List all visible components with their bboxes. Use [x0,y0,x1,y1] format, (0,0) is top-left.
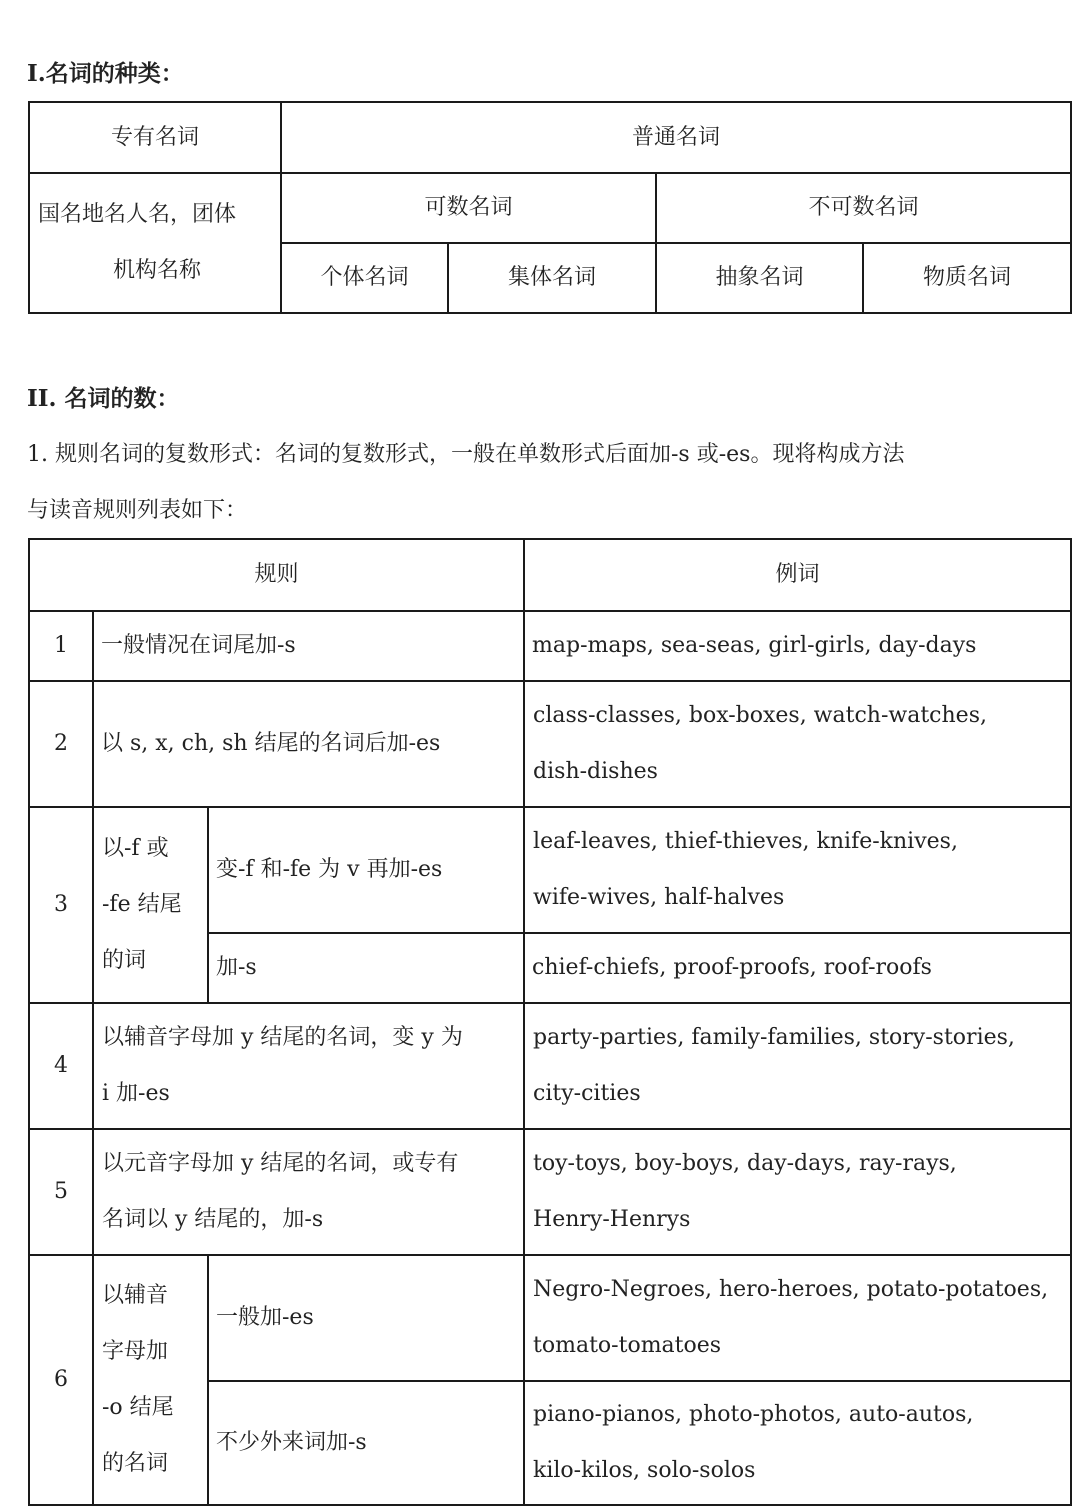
uncountable-noun-header: 不可数名词 [656,173,1071,243]
example-cell: chief-chiefs, proof-proofs, roof-roofs [524,933,1071,1003]
section-1-heading: I.名词的种类： [27,60,184,87]
example-line: Negro-Negroes, hero-heroes, potato-potatoes, [533,1277,1049,1302]
example-cell [524,681,1071,807]
row-number: 2 [29,681,93,807]
rule-group-line: 的名词 [102,1451,169,1476]
proper-noun-header: 专有名词 [29,102,281,173]
example-cell [524,1255,1071,1381]
example-cell [524,1129,1071,1255]
example-line: party-parties, family-families, story-stories, [533,1025,1015,1050]
example-line: dish-dishes [533,759,658,784]
common-noun-header: 普通名词 [281,102,1071,173]
countable-noun-header: 可数名词 [281,173,656,243]
noun-types-table [28,101,1072,314]
rule-group-cell [93,1255,208,1505]
intro-line-2: 与读音规则列表如下： [27,498,248,523]
section-2-heading: II. 名词的数： [27,385,180,412]
sub-rule-cell: 一般加-es [208,1255,524,1381]
row-number: 1 [29,611,93,681]
rule-cell: 一般情况在词尾加-s [93,611,524,681]
abstract-noun-cell: 抽象名词 [656,243,863,313]
example-line: wife-wives, half-halves [533,885,785,910]
example-line: piano-pianos, photo-photos, auto-autos, [533,1402,974,1427]
proper-desc-line-2: 机构名称 [112,258,201,283]
rule-cell [93,1003,524,1129]
intro-line-1: 1. 规则名词的复数形式：名词的复数形式，一般在单数形式后面加-s 或-es。现将构成方法 [27,442,905,467]
row-number: 6 [29,1255,93,1505]
rule-line: 以元音字母加 y 结尾的名词，或专有 [102,1151,459,1176]
material-noun-cell: 物质名词 [863,243,1071,313]
example-line: class-classes, box-boxes, watch-watches, [533,703,987,728]
rule-group-line: 以辅音 [102,1283,169,1308]
rule-group-cell [93,807,208,1003]
rule-column-header: 规则 [29,539,524,611]
example-cell: map-maps, sea-seas, girl-girls, day-days [524,611,1071,681]
table-row [29,1003,1071,1129]
rule-group-line: 的词 [102,948,147,973]
sub-rule-cell: 变-f 和-fe 为 v 再加-es [208,807,524,933]
example-line: kilo-kilos, solo-solos [533,1458,756,1483]
example-cell [524,1381,1071,1505]
row-number: 5 [29,1129,93,1255]
example-line: tomato-tomatoes [533,1333,722,1358]
table-row [29,1129,1071,1255]
rule-line: i 加-es [102,1081,170,1106]
sub-rule-cell: 加-s [208,933,524,1003]
example-cell [524,807,1071,933]
row-number: 4 [29,1003,93,1129]
rule-group-line: -o 结尾 [102,1395,174,1420]
example-line: toy-toys, boy-boys, day-days, ray-rays, [533,1151,957,1176]
rule-group-line: -fe 结尾 [102,892,182,917]
individual-noun-cell: 个体名词 [281,243,448,313]
rule-cell [93,1129,524,1255]
sub-rule-cell: 不少外来词加-s [208,1381,524,1505]
table-row [29,611,1071,681]
table-row [29,807,1071,933]
table-header-row [29,539,1071,611]
proper-noun-description [29,173,281,313]
row-number: 3 [29,807,93,1003]
rule-cell: 以 s, x, ch, sh 结尾的名词后加-es [93,681,524,807]
example-cell [524,1003,1071,1129]
table-row [29,1255,1071,1381]
example-line: Henry-Henrys [533,1207,691,1232]
rule-line: 名词以 y 结尾的，加-s [102,1207,324,1232]
collective-noun-cell: 集体名词 [448,243,656,313]
table-row [29,681,1071,807]
example-line: leaf-leaves, thief-thieves, knife-knives, [533,829,958,854]
example-column-header: 例词 [524,539,1071,611]
rule-line: 以辅音字母加 y 结尾的名词，变 y 为 [102,1025,463,1050]
proper-desc-line-1: 国名地名人名，团体 [38,202,237,227]
rule-group-line: 字母加 [102,1339,169,1364]
rule-group-line: 以-f 或 [102,836,169,861]
example-line: city-cities [533,1081,641,1106]
plural-rules-table [28,538,1072,1506]
